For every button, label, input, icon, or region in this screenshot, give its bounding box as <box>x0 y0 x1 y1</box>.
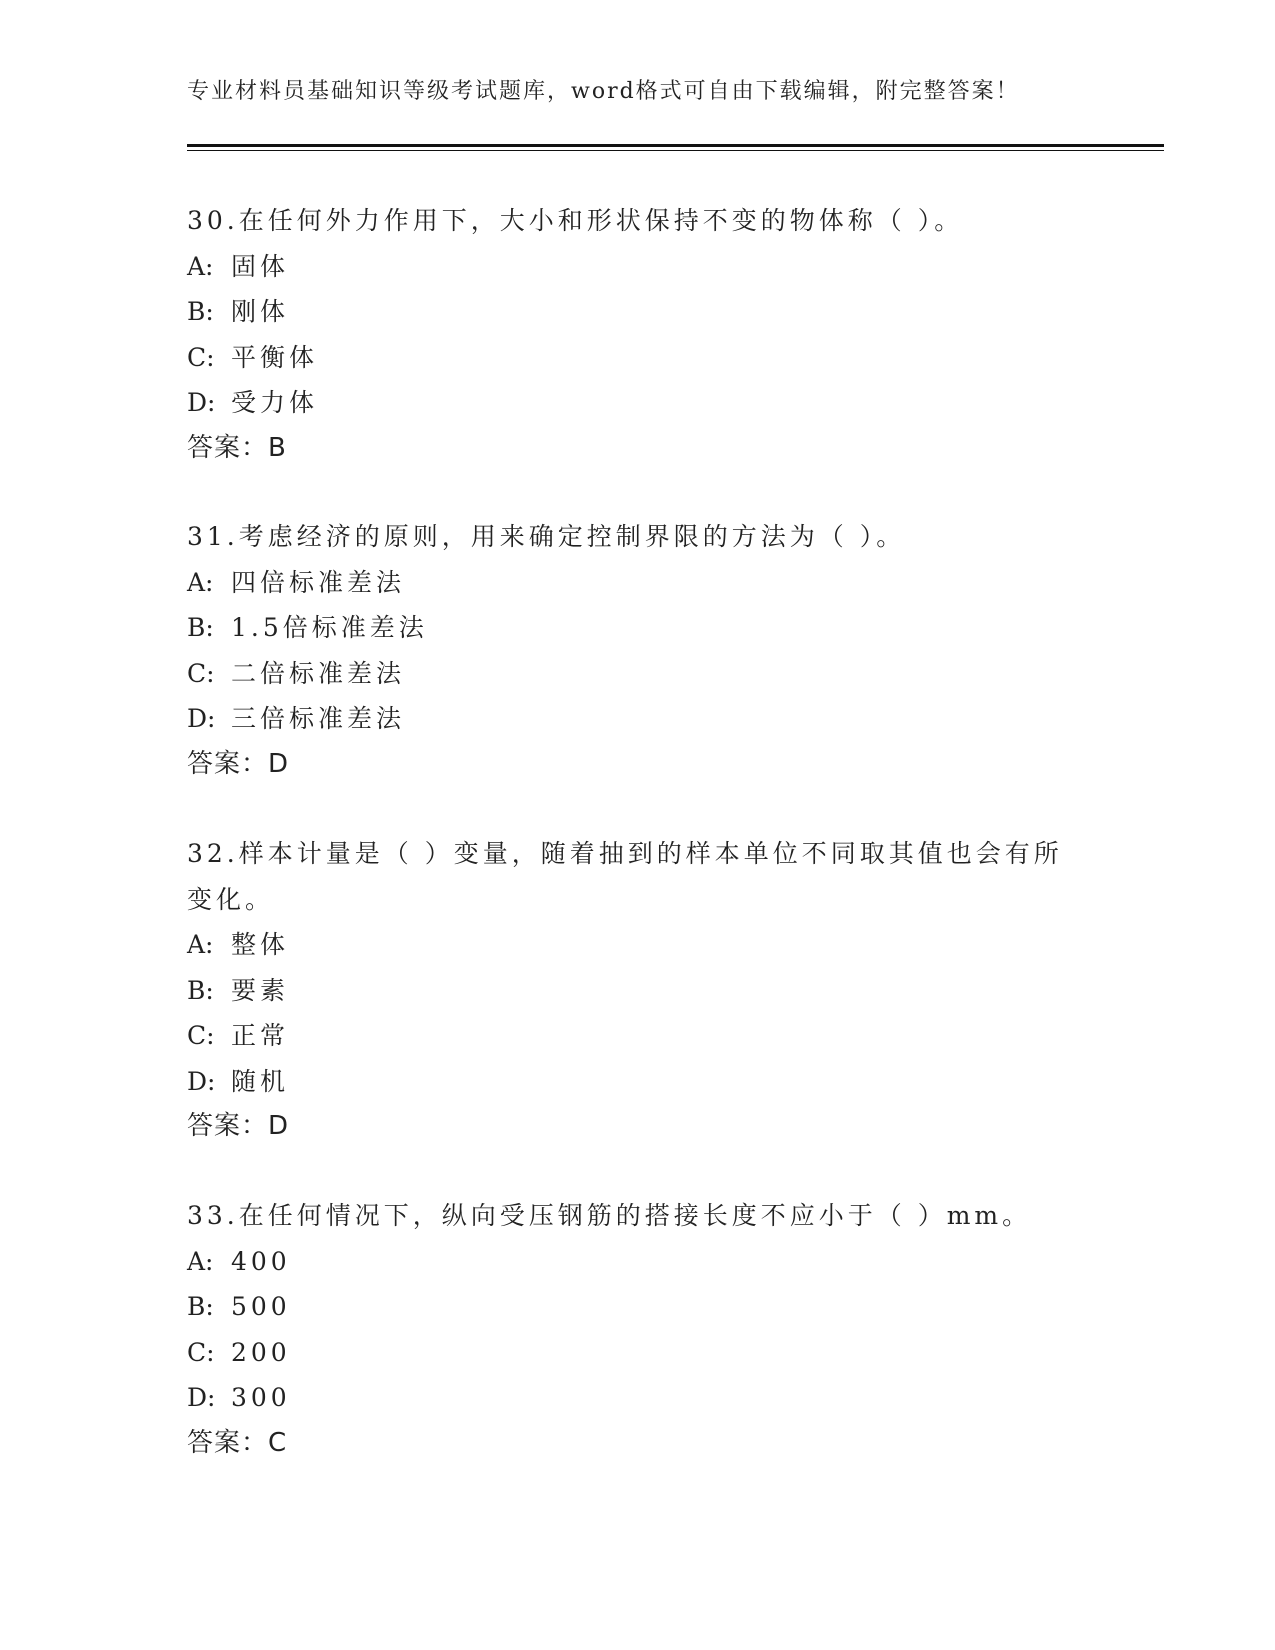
header-divider-thin <box>187 150 1164 151</box>
question-stem-continued: 变化。 <box>187 884 275 914</box>
question-30 <box>187 198 1087 471</box>
option-text: 受力体 <box>231 388 319 417</box>
option-letter: B: <box>187 613 214 642</box>
option-d <box>187 1375 1087 1421</box>
option-b <box>187 289 1087 335</box>
option-text: 500 <box>231 1292 291 1321</box>
option-d <box>187 380 1087 426</box>
question-stem: 33.在任何情况下，纵向受压钢筋的搭接长度不应小于（ ）mm。 <box>187 1201 1032 1230</box>
option-a <box>187 560 1087 606</box>
option-text: 二倍标准差法 <box>231 658 406 688</box>
option-text: 整体 <box>231 930 290 959</box>
option-b <box>187 968 1087 1014</box>
option-text: 要素 <box>231 975 290 1005</box>
option-letter: D: <box>187 1383 216 1412</box>
question-32 <box>187 831 1087 1150</box>
option-text: 300 <box>231 1383 291 1412</box>
option-d <box>187 1059 1087 1105</box>
question-stem: 31.考虑经济的原则，用来确定控制界限的方法为（ ）。 <box>187 522 906 551</box>
option-text: 随机 <box>231 1066 290 1096</box>
option-text: 刚体 <box>231 297 290 326</box>
answer-line: 答案：D <box>187 1111 290 1141</box>
option-letter: C: <box>187 1337 215 1367</box>
question-31 <box>187 514 1087 787</box>
option-letter: C: <box>187 1021 215 1050</box>
option-letter: A: <box>187 1246 214 1276</box>
option-a <box>187 244 1087 290</box>
option-c <box>187 651 1087 697</box>
option-d <box>187 696 1087 742</box>
option-text: 三倍标准差法 <box>231 704 406 733</box>
option-letter: C: <box>187 658 215 688</box>
option-letter: D: <box>187 704 216 733</box>
option-text: 固体 <box>231 251 290 281</box>
option-letter: D: <box>187 1066 216 1096</box>
option-text: 1.5倍标准差法 <box>231 613 428 642</box>
option-c <box>187 335 1087 381</box>
page-header: 专业材料员基础知识等级考试题库，word格式可自由下载编辑，附完整答案！ <box>187 79 1020 104</box>
header-divider-thick <box>187 144 1164 147</box>
option-letter: C: <box>187 342 215 372</box>
option-text: 200 <box>231 1337 291 1367</box>
answer-line: 答案：C <box>187 1427 288 1458</box>
option-letter: B: <box>187 1292 214 1321</box>
option-c <box>187 1330 1087 1376</box>
option-letter: A: <box>187 567 214 597</box>
option-letter: A: <box>187 930 214 959</box>
answer-line: 答案：B <box>187 432 287 463</box>
option-letter: B: <box>187 975 214 1005</box>
question-33 <box>187 1193 1087 1466</box>
option-b <box>187 605 1087 651</box>
option-text: 平衡体 <box>231 342 319 372</box>
option-a <box>187 1239 1087 1285</box>
option-text: 400 <box>231 1246 291 1276</box>
option-a <box>187 922 1087 968</box>
question-stem: 32.样本计量是（ ）变量，随着抽到的样本单位不同取其值也会有所 <box>187 839 1063 868</box>
option-c <box>187 1013 1087 1059</box>
option-letter: D: <box>187 388 216 417</box>
option-text: 四倍标准差法 <box>231 567 406 597</box>
option-text: 正常 <box>231 1021 290 1050</box>
option-letter: A: <box>187 251 214 281</box>
answer-line: 答案：D <box>187 748 290 779</box>
option-letter: B: <box>187 297 214 326</box>
option-b <box>187 1284 1087 1330</box>
question-stem: 30.在任何外力作用下，大小和形状保持不变的物体称（ ）。 <box>187 206 964 235</box>
